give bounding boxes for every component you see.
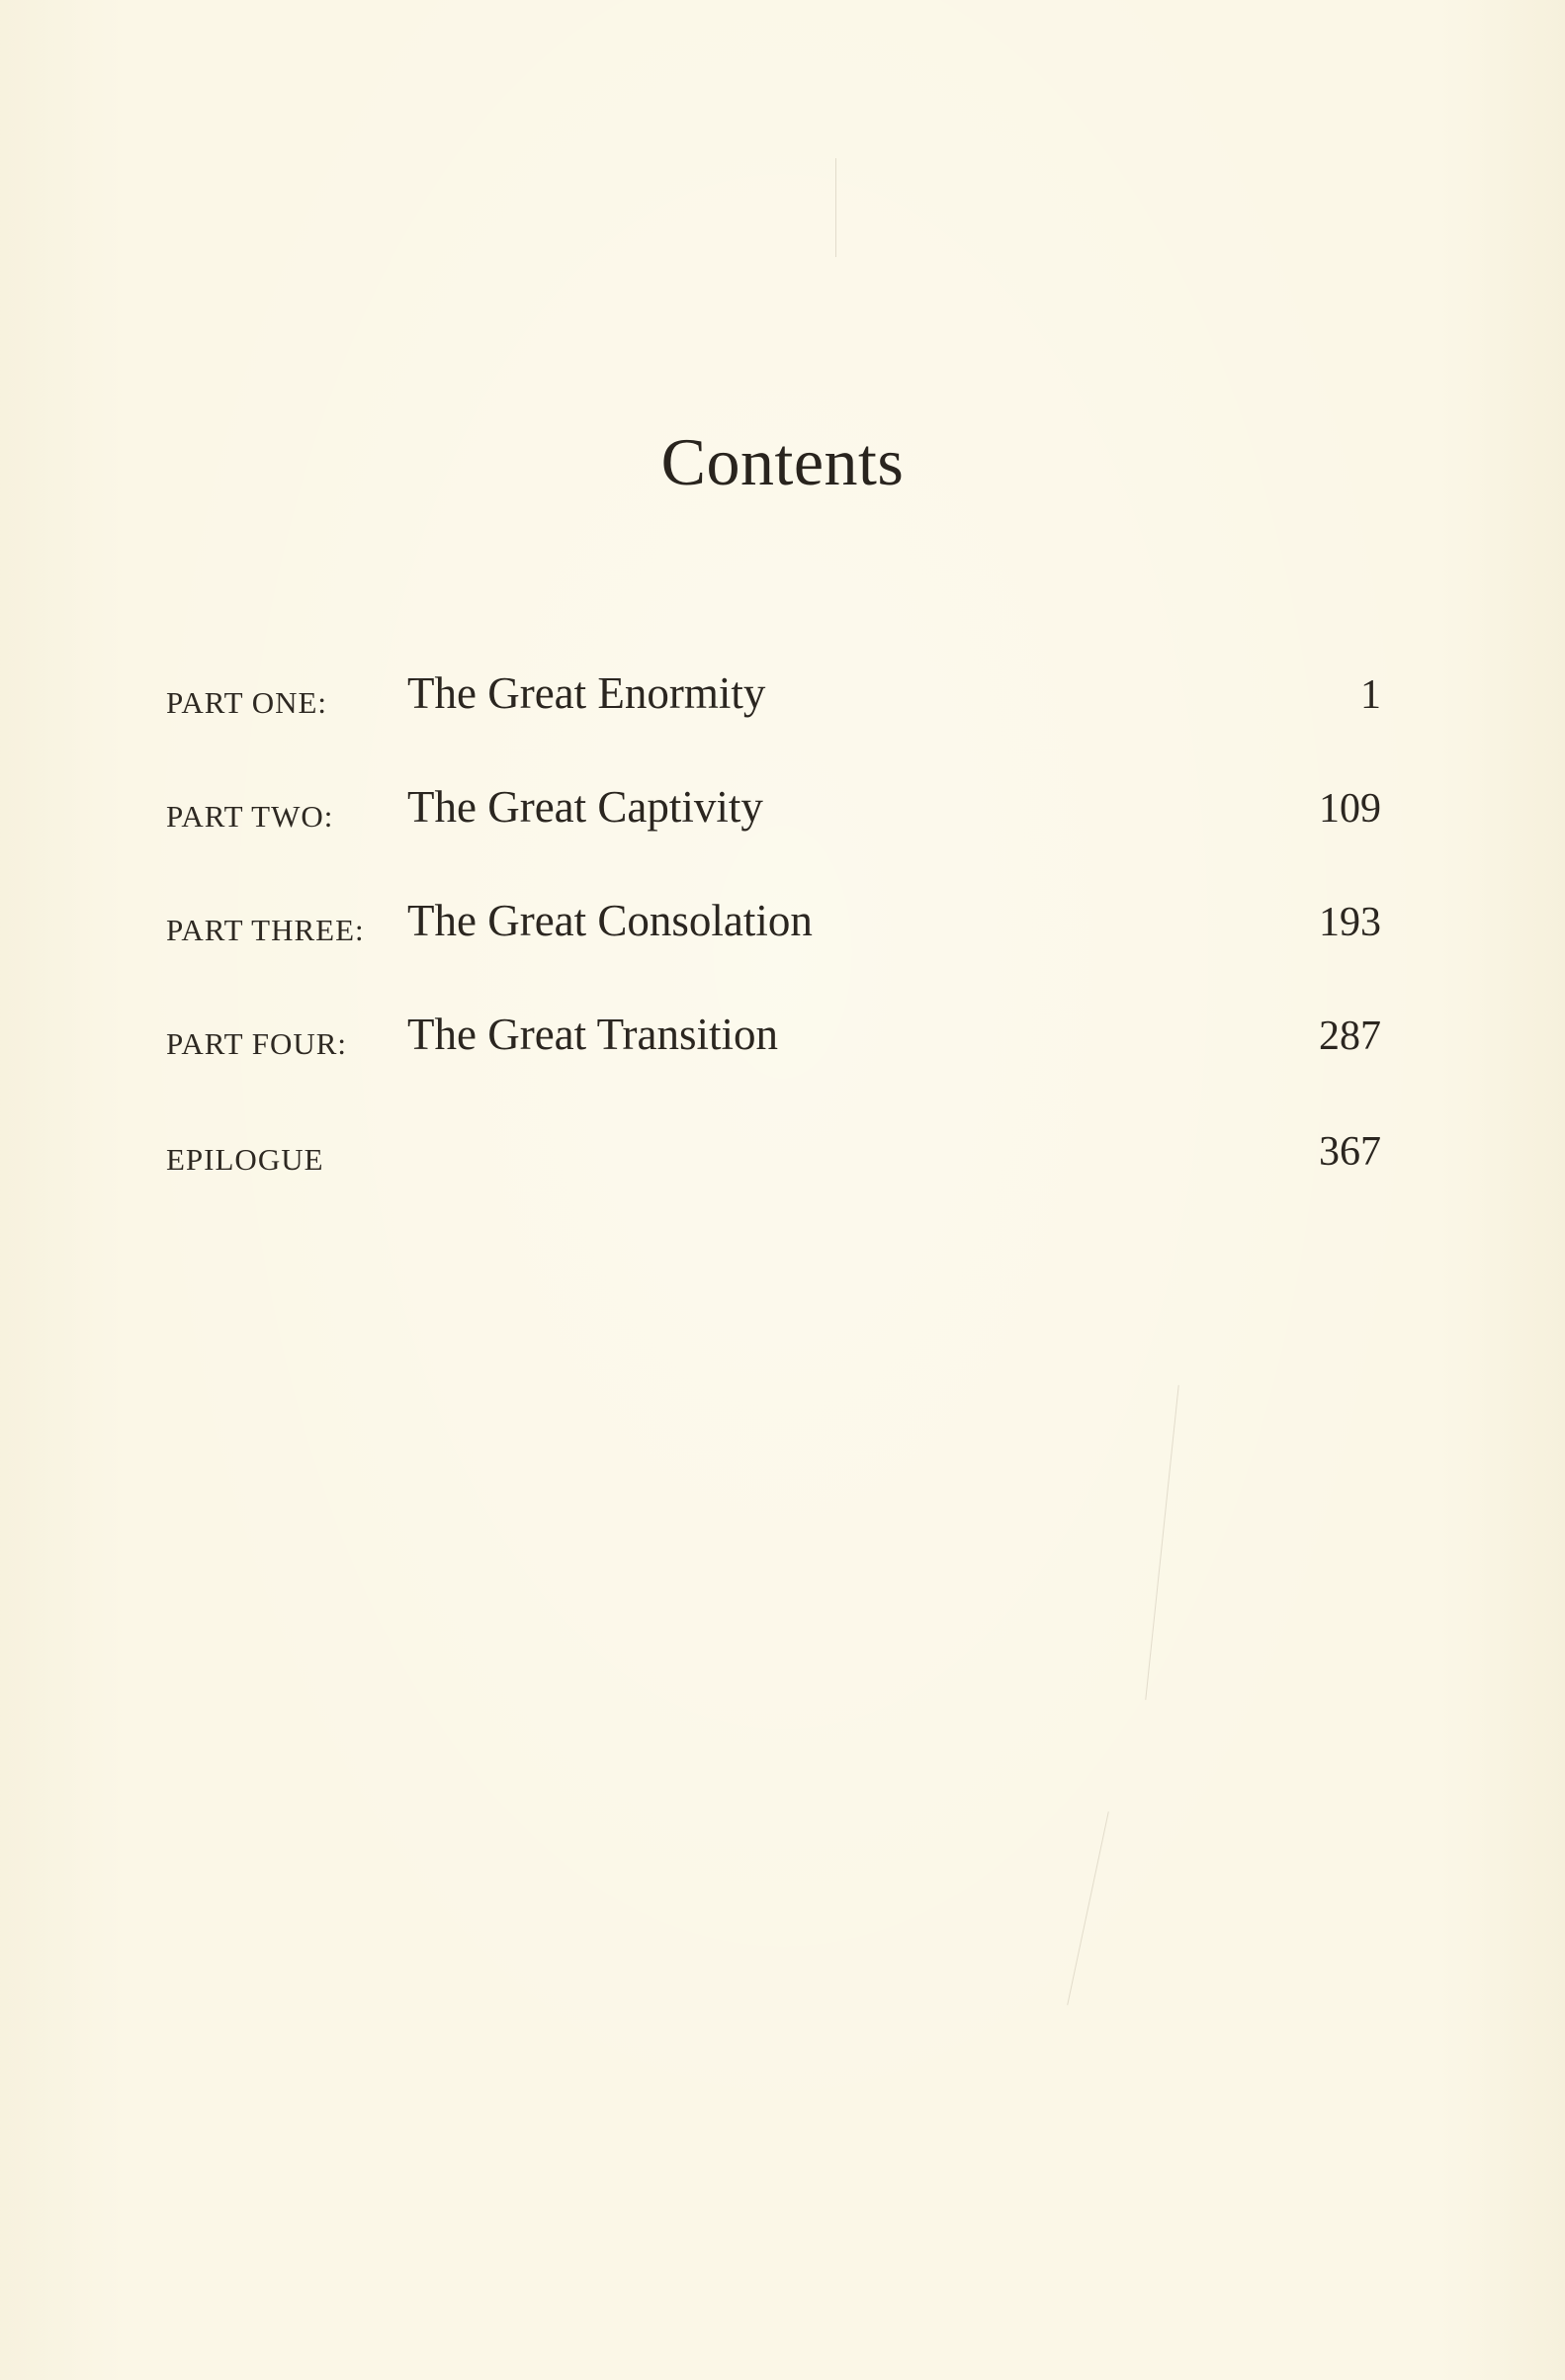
toc-entry-epilogue: [0, 1114, 1565, 1184]
toc-entry-part-four: [0, 999, 1565, 1068]
toc-page-number: 367: [1319, 1129, 1381, 1175]
paper-crease: [835, 158, 836, 257]
toc-part-title: The Great Consolation: [407, 896, 813, 945]
toc-part-title: The Great Enormity: [407, 668, 766, 718]
page-title: Contents: [660, 424, 905, 499]
toc-page-number: 109: [1319, 786, 1381, 832]
toc-part-label: PART ONE:: [166, 685, 328, 720]
toc-page-number: 1: [1360, 672, 1381, 718]
paper-crease: [1067, 1811, 1109, 2005]
toc-part-title: The Great Transition: [407, 1010, 778, 1059]
toc-part-label: PART TWO:: [166, 799, 334, 834]
toc-part-label: PART FOUR:: [166, 1026, 348, 1061]
toc-page-number: 287: [1319, 1014, 1381, 1059]
toc-entry-part-three: [0, 885, 1565, 954]
toc-page-number: 193: [1319, 900, 1381, 945]
toc-entry-part-one: [0, 658, 1565, 727]
toc-part-label: PART THREE:: [166, 913, 365, 947]
toc-part-label: EPILOGUE: [166, 1142, 324, 1177]
paper-crease: [1145, 1385, 1178, 1700]
toc-part-title: The Great Captivity: [407, 782, 763, 832]
toc-entry-part-two: [0, 771, 1565, 840]
